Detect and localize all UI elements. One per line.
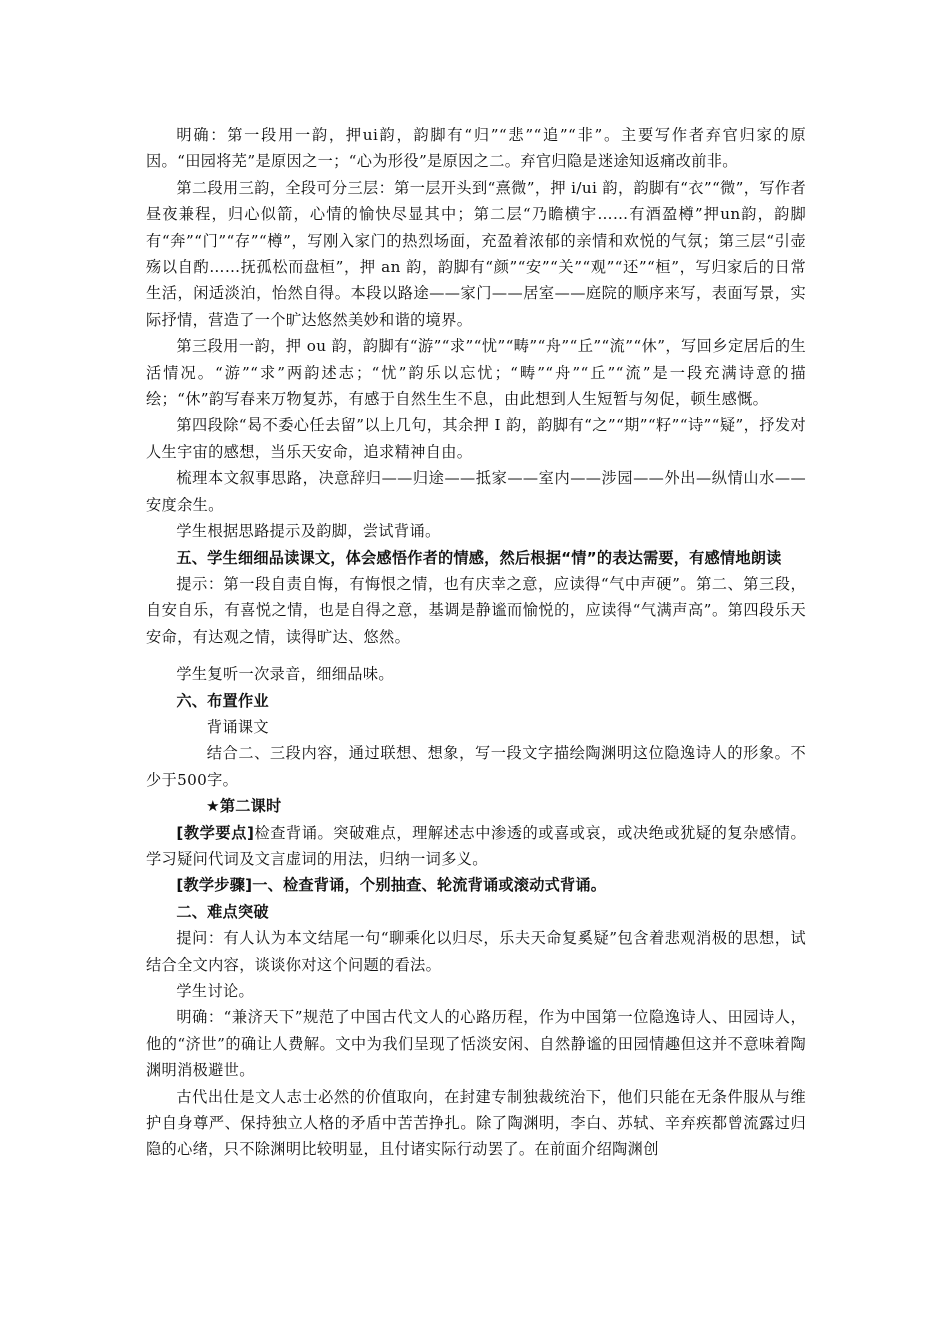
paragraph-reading-tips: 提示：第一段自责自悔，有悔恨之情，也有庆幸之意，应读得“气中声硬”。第二、第三段，自安自乐，有喜悦之情，也是自得之意，基调是静谧而愉悦的，应读得“气满声高”。第四段乐天安命，有达观之情，读得旷达、悠然。 (146, 574, 806, 646)
homework-item-1: 背诵课文 (206, 717, 269, 736)
teaching-points (146, 820, 806, 873)
paragraph-answer-2: 古代出仕是文人志士必然的价值取向，在封建专制独裁统治下，他们只能在无条件服从与维护自身尊严、保持独立人格的矛盾中苦苦挣扎。除了陶渊明，李白、苏轼、辛弃疾都曾流露过归隐的心绪，只不除渊明比较明显，且付诸实际行动罢了。在前面介绍陶渊创 (146, 1087, 806, 1159)
teaching-points-text: 检查背诵。突破难点，理解述志中渗透的或喜或哀，或决绝或犹疑的复杂感情。学习疑问代词及文言虚词的用法，归纳一词多义。 (146, 823, 807, 868)
document-body (146, 122, 806, 1163)
paragraph-answer-1: 明确：“兼济天下”规范了中国古代文人的心路历程，作为中国第一位隐逸诗人、田园诗人，他的“济世”的确让人费解。文中为我们呈现了恬淡安闲、自然静谧的田园情趣但这并不意味着陶渊明消极避世。 (146, 1008, 806, 1080)
teaching-steps: [教学步骤]一、检查背诵，个别抽查、轮流背诵或滚动式背诵。 (176, 876, 607, 895)
lesson-two-title: ★第二课时 (206, 797, 282, 816)
paragraph-analysis-2: 第二段用三韵，全段可分三层：第一层开头到“熹微”，押 i/ui 韵，韵脚有“衣”“微”，写作者昼夜兼程，归心似箭，心情的愉快尽显其中；第二层“乃瞻横宇……有酒盈樽”押un韵，韵脚有“奔”“门”“存”“樽”，写刚入家门的热烈场面，充盈着浓郁的亲情和欢悦的气氛；第三层“引壶殇以自酌……抚孤松而盘桓”，押 an 韵，韵脚有“颜”“安”“关”“观”“还”“桓”，写归家后的日常生活，闲适淡泊，怡然自得。本段以路途——家门——居室——庭院的顺序来写，表面写景，实际抒情，营造了一个旷达悠然美妙和谐的境界。 (146, 178, 806, 329)
section-heading-5: 五、学生细细品读课文，体会感悟作者的情感，然后根据“情”的表达需要，有感情地朗读 (176, 548, 782, 567)
paragraph-listen: 学生复听一次录音，细细品味。 (176, 665, 394, 684)
paragraph-structure: 梳理本文叙事思路，决意辞归——归途——抵家——室内——涉园——外出—纵情山水——安度余生。 (146, 469, 806, 514)
section-heading-difficulty: 二、难点突破 (176, 902, 269, 921)
homework-item-2: 结合二、三段内容，通过联想、想象，写一段文字描绘陶渊明这位隐逸诗人的形象。不少于500字。 (146, 744, 806, 789)
paragraph-analysis-1: 明确：第一段用一韵，押ui韵，韵脚有“归”“悲”“追”“非”。主要写作者弃官归家的原因。“田园将芜”是原因之一；“心为形役”是原因之二。弃官归隐是迷途知返痛改前非。 (146, 126, 806, 171)
paragraph-analysis-4: 第四段除“曷不委心任去留”以上几句，其余押 I 韵，韵脚有“之”“期”“籽”“诗”“疑”，抒发对人生宇宙的感想，当乐天安命，追求精神自由。 (146, 416, 806, 461)
paragraph-analysis-3: 第三段用一韵，押 ou 韵，韵脚有“游”“求”“忧”“畴”“舟”“丘”“流”“休”，写回乡定居后的生活情况。“游”“求”两韵述志；“忧”韵乐以忘忧；“畴”“舟”“丘”“流”是一段充满诗意的描绘；“休”韵写春来万物复苏，有感于自然生生不息，由此想到人生短暂与匆促，顿生感慨。 (146, 337, 806, 409)
section-heading-6: 六、布置作业 (176, 691, 269, 710)
paragraph-recite: 学生根据思路提示及韵脚，尝试背诵。 (176, 522, 441, 541)
teaching-points-label: [教学要点] (176, 823, 255, 842)
paragraph-discussion: 学生讨论。 (176, 982, 255, 1000)
paragraph-question: 提问：有人认为本文结尾一句“聊乘化以归尽，乐夫天命复奚疑”包含着悲观消极的思想，试结合全文内容，谈谈你对这个问题的看法。 (146, 929, 806, 974)
